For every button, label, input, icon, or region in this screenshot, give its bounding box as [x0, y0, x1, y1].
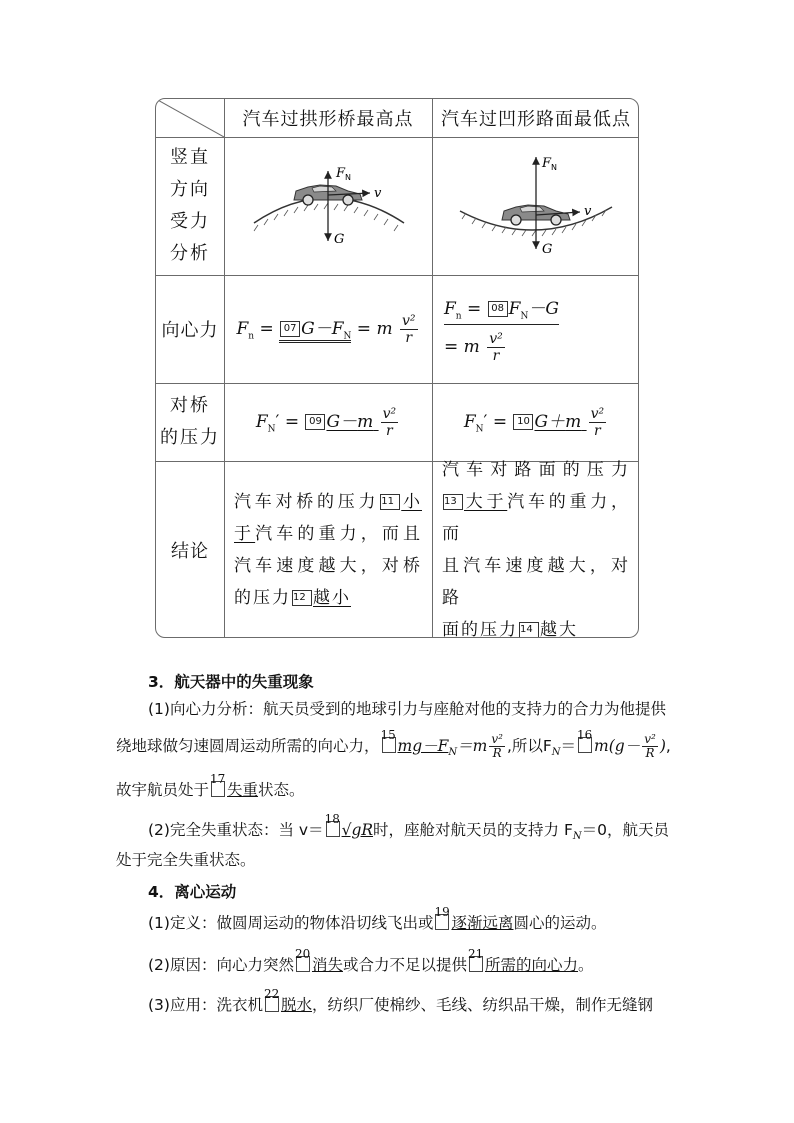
header-concave-road: 汽车过凹形路面最低点: [441, 109, 631, 130]
section4-application: (3)应用：洗衣机 22 脱水，纺织厂使棉纱、毛线、纺织品干燥，制作无缝钢: [148, 987, 653, 1014]
section4-cause: (2)原因：向心力突然 20 消失或合力不足以提供 21 所需的向心力。: [148, 947, 594, 974]
g-label: G: [334, 232, 345, 247]
g-label: G: [542, 242, 553, 257]
answer-blank: 18: [326, 821, 340, 837]
section4-definition: (1)定义：做圆周运动的物体沿切线飞出或 19 逐渐远离圆心的运动。: [148, 905, 607, 932]
header-arch-bridge: 汽车过拱形桥最高点: [242, 109, 414, 130]
concave-road-force-diagram: [432, 137, 639, 275]
answer-blank: 20: [296, 956, 310, 972]
section3-p2-line1: (2)完全失重状态：当 v＝ 18 √gR时，座舱对航天员的支持力 $F_N=0$，航天员: [148, 812, 670, 843]
header-diagonal: [156, 99, 224, 137]
answer-blank: 08: [488, 301, 508, 317]
pressure-concave-formula: $F_N' = 10$ G＋m $\frac{\text{v²}}{r}$: [463, 405, 605, 439]
section3-p1-line3: 故宇航员处于 17 失重状态。: [116, 772, 305, 799]
arch-bridge-force-diagram: [224, 137, 432, 275]
section3-p1-line1: (1)向心力分析：航天员受到的地球引力与座舱对他的支持力的合力为他提供: [148, 700, 666, 718]
answer-blank: 07: [280, 321, 300, 337]
svg-text:N: N: [551, 163, 557, 172]
section4-heading: 4．离心运动: [148, 883, 237, 901]
svg-text:N: N: [345, 173, 351, 182]
row-label-centripetal: 向心力: [161, 320, 219, 341]
row-label-conclusion: 结论: [171, 541, 209, 562]
conclusion-arch: 汽车对桥的压力 11 小 于汽车的重力，而且 汽车速度越大，对桥 的压力 12 越小: [234, 492, 422, 608]
comparison-table: [155, 98, 639, 638]
answer-blank: 22: [265, 996, 279, 1012]
answer-blank: 19: [435, 914, 449, 930]
v-label: v: [584, 204, 592, 219]
answer-blank: 15: [382, 737, 396, 753]
v-label: v: [374, 186, 382, 201]
answer-blank: 12: [292, 590, 312, 606]
section3-p2-line2: 处于完全失重状态。: [116, 851, 256, 869]
answer-blank: 17: [211, 781, 225, 797]
pressure-arch-formula: $F_N' = 09$ G－m $\frac{\text{v²}}{r}$: [255, 405, 397, 439]
section3-heading: 3．航天器中的失重现象: [148, 673, 314, 691]
answer-blank: 21: [469, 956, 483, 972]
fn-label: F: [336, 166, 346, 181]
answer-blank: 14: [519, 622, 539, 638]
section3-p1-line2: 绕地球做匀速圆周运动所需的向心力， 15 $mg-F_N=m$ $\frac{\text{v²}}{R}$ ,所以$F_N=$ 16 m(g－ $\frac{\text{v²}}{R}$ ),: [116, 728, 671, 760]
answer-blank: 11: [380, 494, 400, 510]
row-label-force-analysis: 竖直 方向 受力 分析: [170, 147, 210, 264]
centripetal-concave-formula: $F_n = 08$ $F_N-G$ = m $\frac{\text{v²}}{r}$: [432, 275, 639, 383]
centripetal-arch-formula: $F_n = 07$ $G-F_N = m$ $\frac{\text{v²}}{r}$: [236, 312, 416, 346]
fn-label: F: [542, 156, 552, 171]
row-label-pressure: 对桥 的压力: [160, 395, 220, 448]
answer-blank: 16: [578, 737, 592, 753]
conclusion-concave: 汽车对路面的压力 13 大于汽车的重力，而 且汽车速度越大，对路 面的压力 14 越大: [442, 460, 630, 638]
answer-blank: 09: [305, 414, 325, 430]
answer-blank: 13: [443, 494, 463, 510]
answer-blank: 10: [513, 414, 533, 430]
